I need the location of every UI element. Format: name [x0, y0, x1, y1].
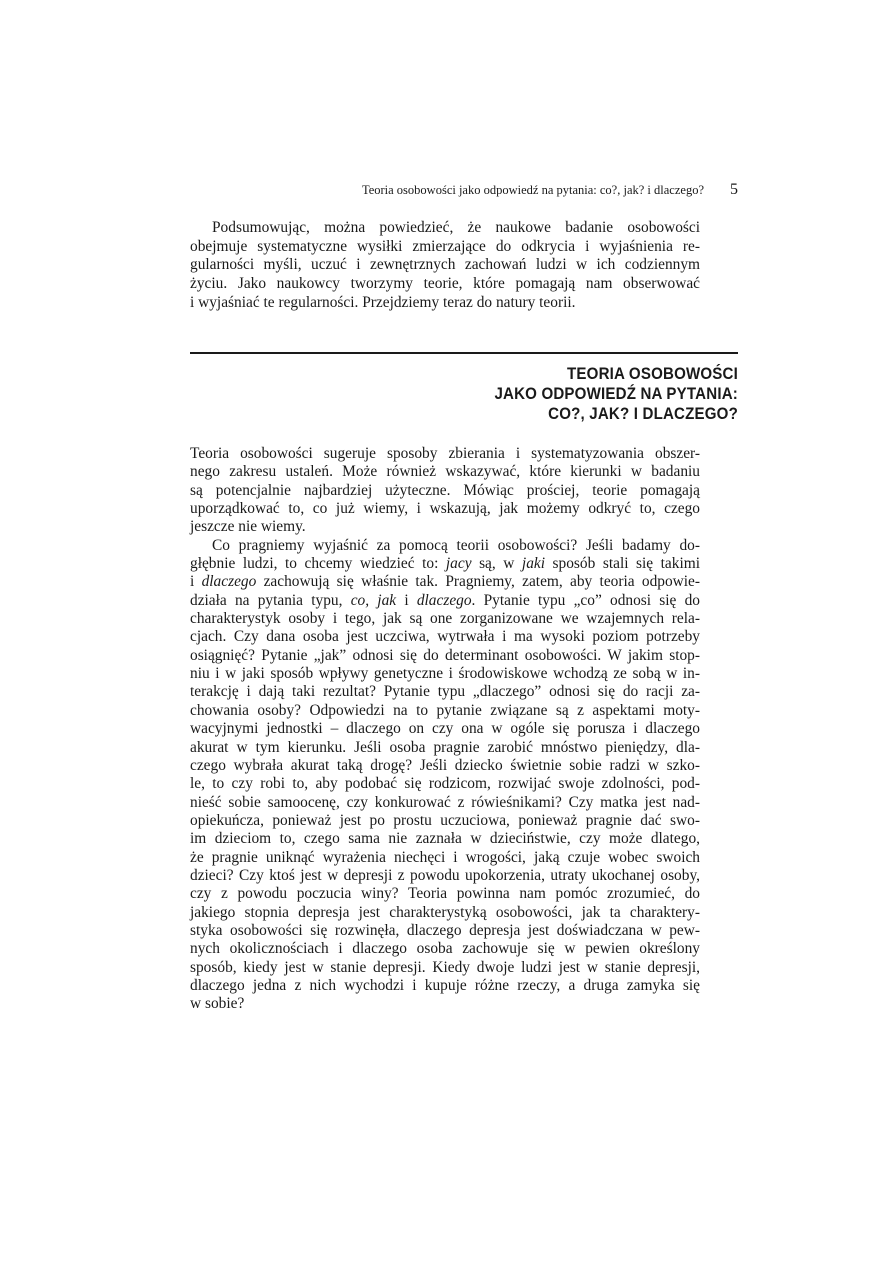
text-line: chowania osoby? Odpowiedzi na to pytanie związane są z aspektami moty-	[190, 701, 700, 719]
text-line: że pragnie uniknąć wyrażenia niechęci i wrogości, jaką czuje wobec swoich	[190, 848, 700, 866]
emphasis: co, jak	[350, 591, 397, 609]
text-line: głębnie ludzi, to chcemy wiedzieć to: jacy są, w jaki sposób stali się takimi	[190, 555, 700, 573]
running-head	[190, 181, 738, 201]
text-line: akurat w tym kierunku. Jeśli osoba pragnie zarobić mnóstwo pieniędzy, dla-	[190, 738, 700, 756]
text-line: cjach. Czy dana osoba jest uczciwa, wytrwała i ma wysoki poziom potrzeby	[190, 628, 700, 646]
section-heading-line: JAKO ODPOWIEDŹ NA PYTANIA:	[494, 385, 738, 403]
emphasis: dlaczego	[416, 591, 472, 609]
text-line: życiu. Jako naukowcy tworzymy teorie, które pomagają nam obserwować	[190, 275, 700, 293]
text-line: opiekuńcza, ponieważ jest po prostu uczuciowa, ponieważ pragnie dać swo-	[190, 811, 700, 829]
text-line: nego zakresu ustaleń. Może również wskazywać, które kierunki w badaniu	[190, 463, 700, 481]
section-divider	[190, 352, 738, 354]
text-line: dlaczego jedna z nich wychodzi i kupuje różne rzeczy, a druga zamyka się	[190, 976, 700, 994]
text-line: wacyjnymi jednostki – dlaczego on czy ona w ogóle się porusza i dlaczego	[190, 720, 700, 738]
text-line: im dzieciom to, czego sama nie zaznała w dzieciństwie, czy może dlatego,	[190, 830, 700, 848]
text-line: czy z powodu poczucia winy? Teoria powinna nam pomóc zrozumieć, do	[190, 885, 700, 903]
text-line: Podsumowując, można powiedzieć, że naukowe badanie osobowości	[212, 219, 700, 236]
emphasis: jacy	[445, 555, 472, 573]
text-line: gularności myśli, uczuć i zewnętrznych zachowań ludzi w ich codziennym	[190, 256, 700, 274]
text-line: styka osobowości się rozwinęła, dlaczego depresja jest doświadczana w pew-	[190, 921, 700, 939]
intro-paragraph	[190, 219, 700, 313]
section-body	[190, 445, 700, 1014]
text-line: i dlaczego zachowują się właśnie tak. Pragniemy, zatem, aby teoria odpowie-	[190, 573, 700, 591]
text-line: jakiego stopnia depresja jest charakterystyką osobowości, jak ta charaktery-	[190, 903, 700, 921]
text-line: i wyjaśniać te regularności. Przejdziemy teraz do natury teorii.	[190, 293, 576, 311]
text-line: le, to czy robi to, aby podobać się rodzicom, rozwijać swoje zdolności, pod-	[190, 775, 700, 793]
section-heading	[234, 364, 738, 424]
section-heading-line: CO?, JAK? I DLACZEGO?	[548, 405, 738, 423]
text-line: działa na pytania typu, co, jak i dlaczego. Pytanie typu „co” odnosi się do	[190, 591, 700, 609]
text-line: nych okolicznościach i dlaczego osoba zachowuje się w pewien określony	[190, 940, 700, 958]
text-line: uporządkować to, co już wiemy, i wskazują, jak możemy odkryć to, czego	[190, 500, 700, 518]
text-line: w sobie?	[190, 995, 245, 1013]
text-line: czego wybrała akurat taką drogę? Jeśli dziecko świetnie sobie radzi w szko-	[190, 756, 700, 774]
emphasis: jaki	[521, 555, 546, 573]
text-line: sposób, kiedy jest w stanie depresji. Kiedy dwoje ludzi jest w stanie depresji,	[190, 958, 700, 976]
text-line: dzieci? Czy ktoś jest w depresji z powodu upokorzenia, utraty ukochanej osoby,	[190, 866, 700, 884]
text-line: są potencjalnie najbardziej użyteczne. Mówiąc prościej, teorie pomagają	[190, 481, 700, 499]
emphasis: dlaczego	[201, 573, 257, 591]
text-line: Co pragniemy wyjaśnić za pomocą teorii osobowości? Jeśli badamy do-	[212, 536, 700, 554]
running-head-title: Teoria osobowości jako odpowiedź na pytania: co?, jak? i dlaczego?	[361, 183, 704, 197]
text-line: niu i w jaki sposób wpływy genetyczne i środowiskowe wchodzą ze sobą w in-	[190, 665, 700, 683]
text-line: osiągnięć? Pytanie „jak” odnosi się do determinant osobowości. W jakim stop-	[190, 646, 700, 664]
text-line: jeszcze nie wiemy.	[190, 518, 306, 536]
text-line: terakcję i dają taki rezultat? Pytanie typu „dlaczego” odnosi się do racji za-	[190, 683, 700, 701]
page-number: 5	[730, 181, 738, 198]
text-line: obejmuje systematyczne wysiłki zmierzające do odkrycia i wyjaśnienia re-	[190, 237, 700, 255]
text-line: charakterystyk osoby i tego, jak są one zorganizowane we wzajemnych rela-	[190, 610, 700, 628]
text-line: Teoria osobowości sugeruje sposoby zbierania i systematyzowania obszer-	[190, 445, 700, 462]
text-line: nieść sobie samoocenę, czy konkurować z rówieśnikami? Czy matka jest nad-	[190, 793, 700, 811]
section-heading-line: TEORIA OSOBOWOŚCI	[567, 365, 738, 383]
